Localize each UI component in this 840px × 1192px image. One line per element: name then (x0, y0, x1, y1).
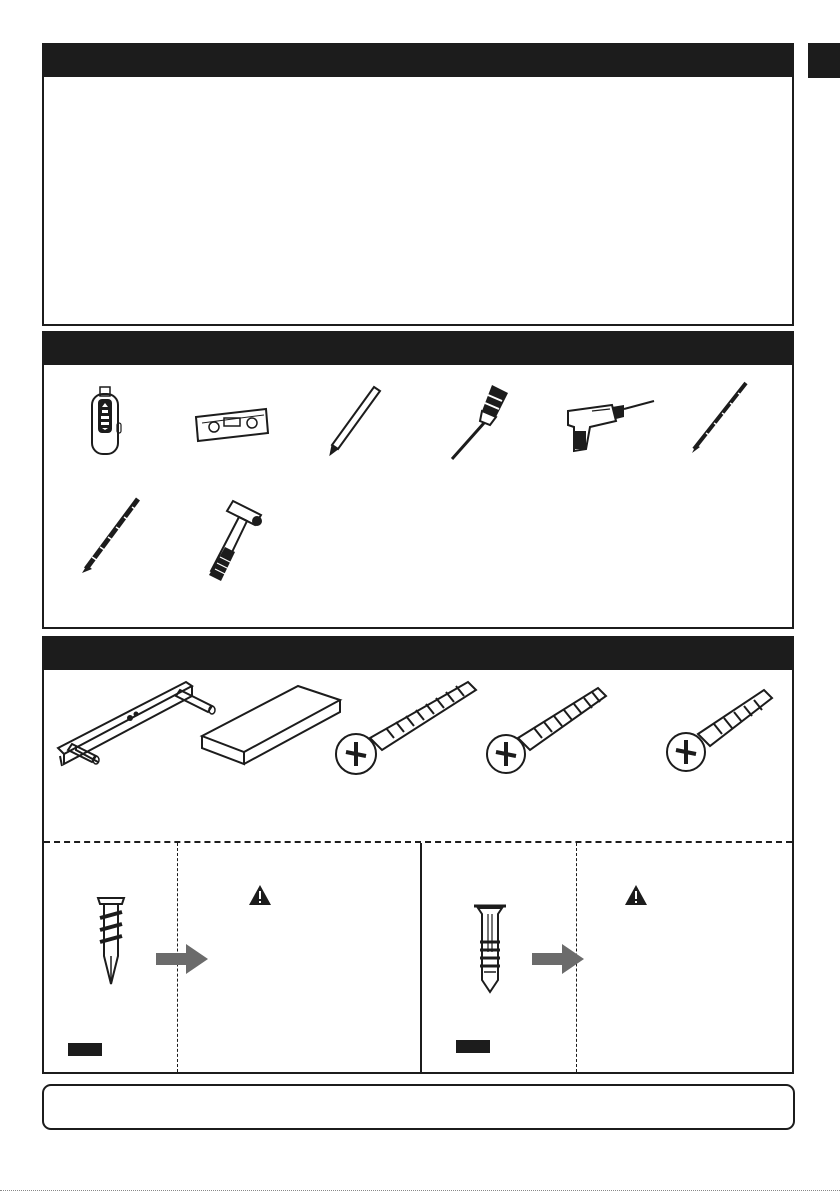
stud-finder-icon (86, 385, 126, 457)
arrow-right-icon (154, 942, 210, 981)
long-screw-icon (330, 678, 480, 778)
electric-drill-icon (562, 397, 658, 455)
parts-panel (42, 636, 794, 1074)
drywall-anchor-icon (94, 894, 128, 990)
medium-screw-icon (482, 682, 610, 778)
language-tab (808, 43, 840, 78)
intro-panel (42, 43, 794, 326)
note-text (44, 1086, 793, 1110)
drywall-anchor-qty-badge (68, 1043, 102, 1056)
spirit-level-icon (192, 403, 272, 443)
masonry-bit-icon (78, 497, 144, 575)
arrow-right-icon (530, 942, 586, 981)
wall-plug-icon (470, 902, 510, 994)
warning-icon (248, 884, 272, 911)
page-edge-rule (0, 1190, 840, 1191)
screwdriver-icon (442, 381, 514, 463)
pencil-icon (326, 385, 386, 457)
tools-header (44, 333, 792, 365)
parts-divider (44, 841, 792, 843)
mounting-bracket-icon (52, 674, 222, 782)
shelf-board-icon (198, 680, 344, 768)
hammer-icon (199, 497, 269, 587)
intro-body (44, 77, 792, 97)
tools-panel (42, 331, 794, 629)
warning-icon (624, 884, 648, 911)
drill-bit-icon (688, 381, 750, 453)
note-box (42, 1084, 795, 1130)
intro-header (44, 45, 792, 77)
short-screw-icon (662, 682, 778, 774)
parts-header (44, 638, 792, 670)
wall-plug-qty-badge (456, 1040, 490, 1053)
anchor-divider-center (420, 843, 422, 1072)
